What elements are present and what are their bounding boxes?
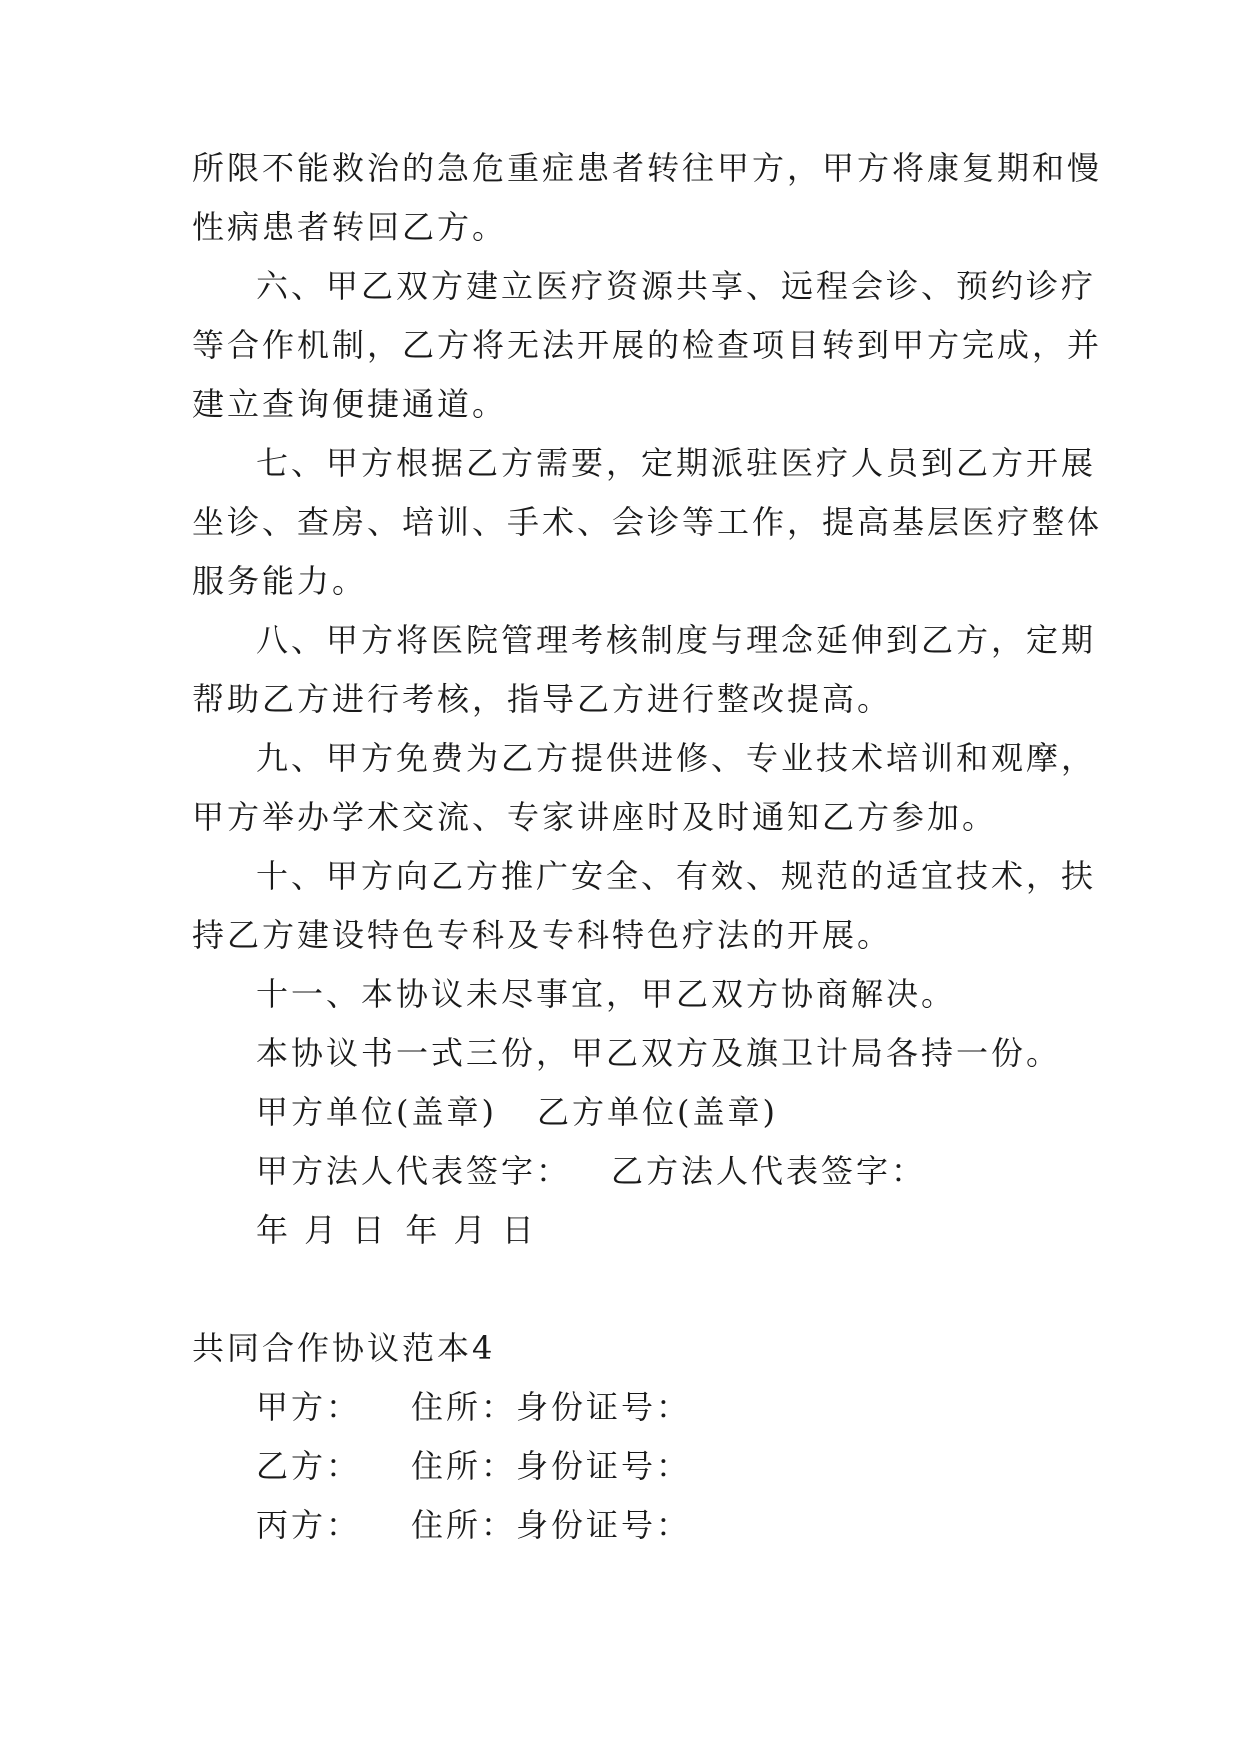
paragraph-9-line-1: 九、甲方免费为乙方提供进修、专业技术培训和观摩， [256, 739, 1097, 777]
paragraph-7-line-3: 服务能力。 [192, 562, 368, 600]
party-a-label: 甲方： [256, 1388, 362, 1426]
date-line [256, 1210, 537, 1250]
paragraph-8-line-2: 帮助乙方进行考核，指导乙方进行整改提高。 [192, 680, 893, 718]
party-row-c [256, 1505, 691, 1545]
party-a-rep-label: 甲方法人代表签字： [256, 1152, 572, 1190]
party-row-a [256, 1387, 691, 1427]
copies-statement: 本协议书一式三份，甲乙双方及旗卫计局各持一份。 [256, 1034, 1062, 1072]
paragraph-5-line-1: 所限不能救治的急危重症患者转往甲方，甲方将康复期和慢 [192, 149, 1103, 187]
paragraph-6-line-3: 建立查询便捷通道。 [192, 385, 508, 423]
party-row-b [256, 1446, 691, 1486]
paragraph-10-line-2: 持乙方建设特色专科及专科特色疗法的开展。 [192, 916, 893, 954]
paragraph-7-line-1: 七、甲方根据乙方需要，定期派驻医疗人员到乙方开展 [256, 444, 1097, 482]
paragraph-7-line-2: 坐诊、查房、培训、手术、会诊等工作，提高基层医疗整体 [192, 503, 1103, 541]
party-c-address: 住所：身份证号： [411, 1506, 692, 1544]
paragraph-10-line-1: 十、甲方向乙方推广安全、有效、规范的适宜技术，扶 [256, 857, 1097, 895]
paragraph-6-line-1: 六、甲乙双方建立医疗资源共享、远程会诊、预约诊疗 [256, 267, 1097, 305]
party-b-address: 住所：身份证号： [411, 1447, 692, 1485]
unit-seal-line [256, 1092, 778, 1132]
party-a-address: 住所：身份证号： [411, 1388, 692, 1426]
representative-signature-line [256, 1151, 926, 1191]
party-c-label: 丙方： [256, 1506, 362, 1544]
party-b-label: 乙方： [256, 1447, 362, 1485]
party-b-rep-label: 乙方法人代表签字： [611, 1152, 927, 1190]
date-a: 年 月 日 [256, 1211, 388, 1249]
template-4-title: 共同合作协议范本4 [192, 1329, 496, 1367]
paragraph-9-line-2: 甲方举办学术交流、专家讲座时及时通知乙方参加。 [192, 798, 998, 836]
paragraph-8-line-1: 八、甲方将医院管理考核制度与理念延伸到乙方，定期 [256, 621, 1097, 659]
party-a-unit-label: 甲方单位(盖章) [256, 1093, 497, 1131]
party-b-unit-label: 乙方单位(盖章) [536, 1093, 778, 1131]
paragraph-6-line-2: 等合作机制，乙方将无法开展的检查项目转到甲方完成，并 [192, 326, 1103, 364]
date-b: 年 月 日 [405, 1211, 537, 1249]
paragraph-11: 十一、本协议未尽事宜，甲乙双方协商解决。 [256, 975, 957, 1013]
paragraph-5-line-2: 性病患者转回乙方。 [192, 208, 508, 246]
